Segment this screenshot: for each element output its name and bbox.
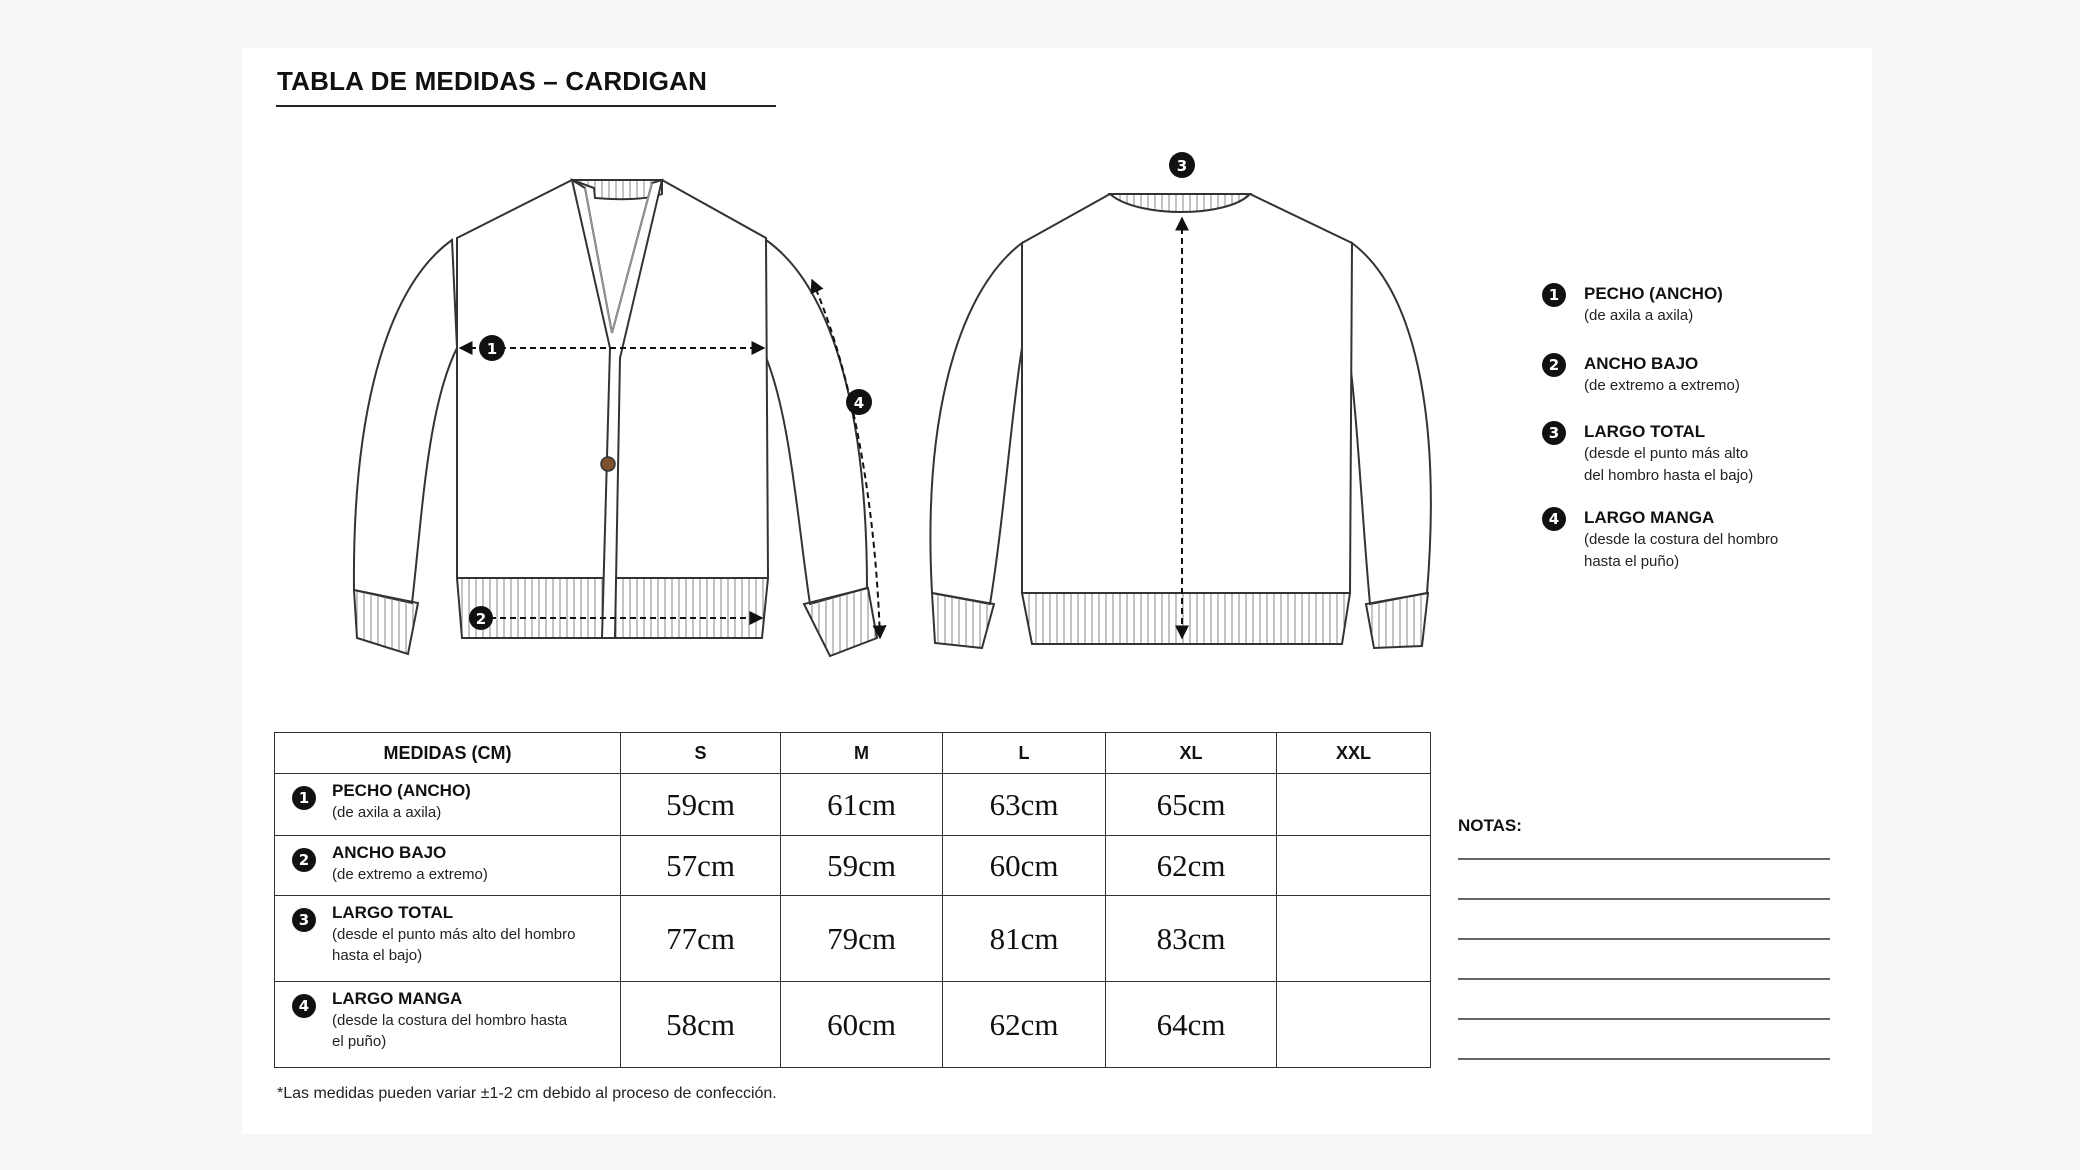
badge-icon: 4 <box>292 994 316 1018</box>
cell-value: 65cm <box>1106 774 1277 836</box>
size-table <box>274 732 1431 1068</box>
page-title: TABLA DE MEDIDAS – CARDIGAN <box>277 66 708 96</box>
table-row <box>275 836 1431 896</box>
back-view <box>930 194 1430 648</box>
back-left-sleeve <box>930 243 1022 604</box>
cell-value: 77cm <box>621 896 781 982</box>
legend-title: ANCHO BAJO <box>1584 354 1699 373</box>
cell-value: 61cm <box>781 774 943 836</box>
cell-value: 59cm <box>781 836 943 896</box>
header-size-m: M <box>781 733 943 774</box>
front-left-sleeve <box>354 240 457 603</box>
cell-value: 83cm <box>1106 896 1277 982</box>
header-size-xl: XL <box>1106 733 1277 774</box>
measurement-legend <box>1542 283 1842 573</box>
legend-item-ancho-bajo <box>1542 353 1842 421</box>
badge-icon: 3 <box>1542 421 1566 445</box>
badge-3-back: 3 <box>1176 157 1188 175</box>
note-line <box>1458 898 1830 900</box>
note-line <box>1458 978 1830 980</box>
legend-desc: del hombro hasta el bajo) <box>1584 467 1754 484</box>
legend-title: LARGO MANGA <box>1584 508 1715 527</box>
badge-icon: 1 <box>292 786 316 810</box>
front-button <box>601 457 615 471</box>
cell-value <box>1277 774 1431 836</box>
table-row <box>275 774 1431 836</box>
cell-value: 59cm <box>621 774 781 836</box>
table-header-row <box>275 733 1431 774</box>
badge-icon: 4 <box>1542 507 1566 531</box>
legend-desc: (desde el punto más alto <box>1584 445 1749 462</box>
badge-4-front: 4 <box>853 394 865 412</box>
cell-value: 79cm <box>781 896 943 982</box>
legend-item-pecho <box>1542 283 1842 353</box>
row-desc: hasta el bajo) <box>332 947 423 964</box>
header-size-l: L <box>943 733 1106 774</box>
header-size-s: S <box>621 733 781 774</box>
badge-2-front: 2 <box>475 610 487 628</box>
cell-value: 62cm <box>943 982 1106 1068</box>
badge-1-front: 1 <box>486 340 498 358</box>
row-desc: (de axila a axila) <box>332 804 442 821</box>
cell-value: 62cm <box>1106 836 1277 896</box>
header-medidas: MEDIDAS (CM) <box>275 733 621 774</box>
table-row <box>275 982 1431 1068</box>
cell-value: 64cm <box>1106 982 1277 1068</box>
table-row <box>275 896 1431 982</box>
row-desc: (desde la costura del hombro hasta <box>332 1012 568 1029</box>
legend-desc: (de extremo a extremo) <box>1584 377 1740 394</box>
legend-desc: (desde la costura del hombro <box>1584 531 1779 548</box>
cell-value <box>1277 836 1431 896</box>
legend-item-largo-total <box>1542 421 1842 507</box>
cell-value: 81cm <box>943 896 1106 982</box>
badge-icon: 3 <box>292 908 316 932</box>
badge-icon: 2 <box>292 848 316 872</box>
badge-icon: 1 <box>1542 283 1566 307</box>
back-right-sleeve <box>1348 243 1431 604</box>
cell-value: 58cm <box>621 982 781 1068</box>
note-line <box>1458 1018 1830 1020</box>
legend-desc: (de axila a axila) <box>1584 307 1694 324</box>
row-label <box>275 896 621 982</box>
row-title: ANCHO BAJO <box>332 843 447 862</box>
cell-value <box>1277 982 1431 1068</box>
row-label <box>275 982 621 1068</box>
row-label <box>275 836 621 896</box>
row-desc: (de extremo a extremo) <box>332 866 488 883</box>
row-desc: el puño) <box>332 1033 387 1050</box>
cell-value: 63cm <box>943 774 1106 836</box>
cell-value: 60cm <box>943 836 1106 896</box>
row-title: LARGO MANGA <box>332 989 463 1008</box>
back-body <box>1022 194 1352 593</box>
legend-title: LARGO TOTAL <box>1584 422 1706 441</box>
cell-value <box>1277 896 1431 982</box>
header-size-xxl: XXL <box>1277 733 1431 774</box>
row-label <box>275 774 621 836</box>
note-line <box>1458 938 1830 940</box>
cell-value: 60cm <box>781 982 943 1068</box>
cell-value: 57cm <box>621 836 781 896</box>
row-desc: (desde el punto más alto del hombro <box>332 926 576 943</box>
badge-icon: 2 <box>1542 353 1566 377</box>
notes-label: NOTAS: <box>1458 816 1522 835</box>
row-title: PECHO (ANCHO) <box>332 781 471 800</box>
note-line <box>1458 858 1830 860</box>
front-view <box>354 180 877 656</box>
note-line <box>1458 1058 1830 1060</box>
legend-desc: hasta el puño) <box>1584 553 1680 570</box>
size-chart-sheet <box>242 48 1872 1134</box>
legend-item-largo-manga <box>1542 507 1842 573</box>
front-right-sleeve <box>762 240 867 604</box>
footnote: *Las medidas pueden variar ±1-2 cm debido al proceso de confección. <box>277 1085 777 1102</box>
row-title: LARGO TOTAL <box>332 903 454 922</box>
legend-title: PECHO (ANCHO) <box>1584 284 1723 303</box>
